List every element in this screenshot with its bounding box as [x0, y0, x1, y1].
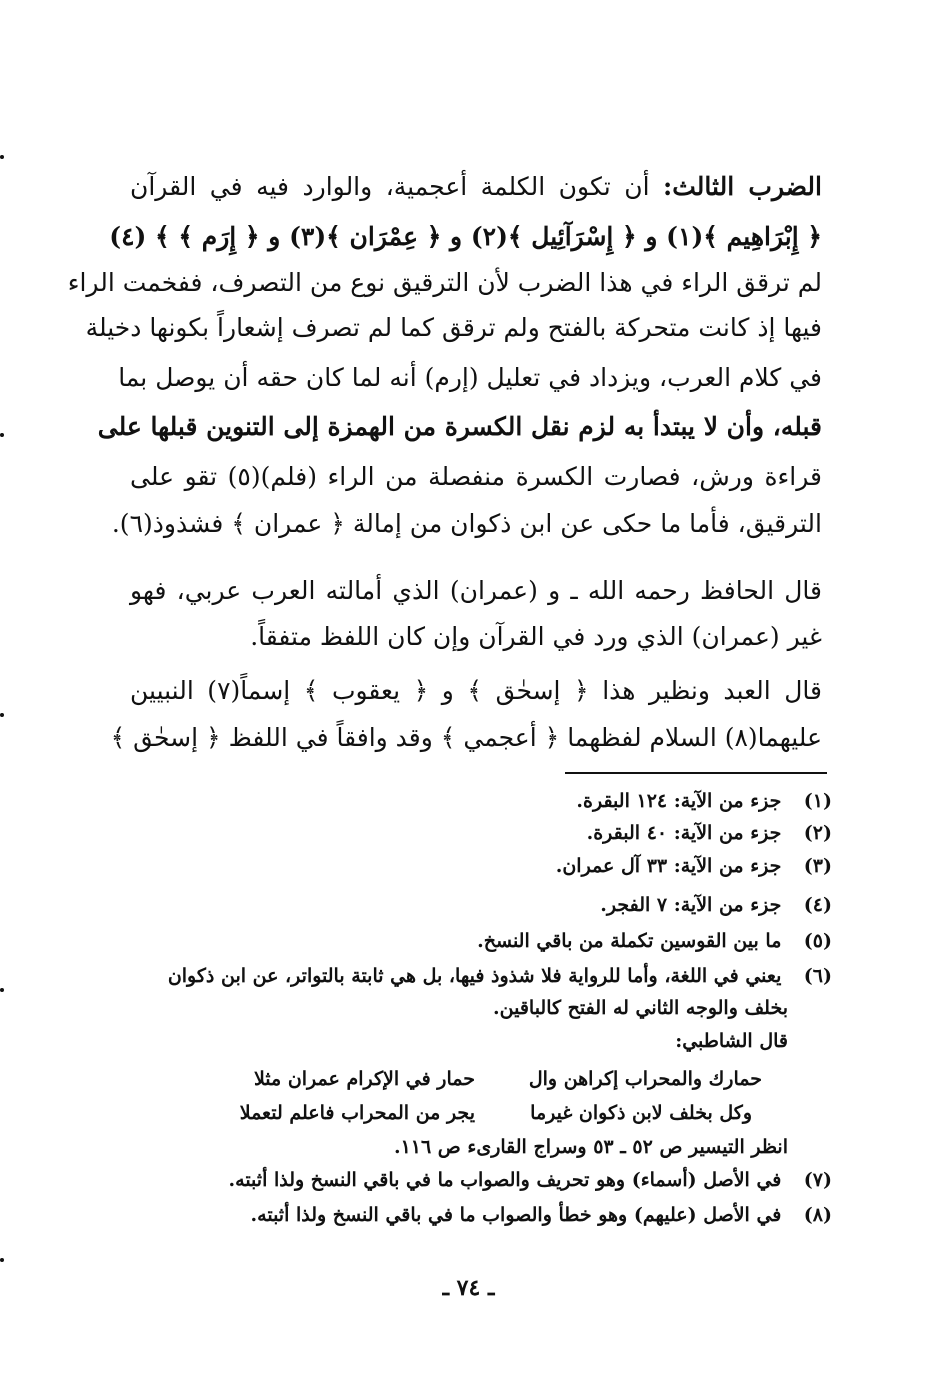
body-line-5: في كلام العرب، ويزداد في تعليل (إرم) أنه لما كان حقه أن يوصل بما: [118, 363, 822, 392]
footnote-4-number: (٤): [803, 894, 832, 916]
body-line-8: الترقيق، فأما ما حكى عن ابن ذكوان من إمالة ﴿ عمران ﴾ فشذوذ(٦).: [111, 509, 822, 538]
verse-2-right: وكل بخلف لابن ذكوان غيرما: [530, 1102, 752, 1124]
body-line-3: لم ترقق الراء في هذا الضرب لأن الترقيق نوع من التصرف، ففخمت الراء: [67, 268, 822, 297]
section-heading: الضرب الثالث:: [663, 172, 822, 201]
footnote-2-number: (٢): [803, 822, 832, 844]
page-number: ـ ٧٤ ـ: [442, 1275, 495, 1301]
footnote-4: [150, 892, 832, 918]
scan-mark: [0, 1258, 4, 1262]
footnote-8: [150, 1202, 832, 1228]
footnote-1-text: جزء من الآية: ١٢٤ البقرة.: [576, 790, 782, 812]
footnote-6-line-2: بخلف والوجه الثاني له الفتح كالباقين.: [493, 997, 788, 1019]
body-line-1: [130, 172, 822, 202]
footnote-6: [150, 963, 832, 989]
footnote-4-text: جزء من الآية: ٧ الفجر.: [600, 894, 782, 916]
scan-mark: [0, 155, 4, 159]
verse-2-left: يجر من المحراب فاعلم لتعملا: [239, 1102, 475, 1124]
body-line-2: ﴿ إِبْرَاهِيم ﴾(١) و ﴿ إِسْرَآئِيل ﴾(٢) و ﴿ عِمْرَان ﴾(٣) و ﴿ إِرَم ﴾ ﴾ (٤): [109, 222, 822, 251]
scan-mark: [0, 988, 4, 992]
footnote-3: [150, 853, 832, 879]
verse-1-right: حمارك والمحراب إكراهن وال: [528, 1068, 762, 1090]
footnote-5: [150, 928, 832, 954]
body-line-12: عليهما(٨) السلام لفظهما ﴿ أعجمي ﴾ وقد وافقاً في اللفظ ﴿ إسحٰق ﴾: [110, 723, 822, 752]
body-line-1-text: أن تكون الكلمة أعجمية، والوارد فيه في القرآن: [130, 172, 664, 201]
footnote-5-text: ما بين القوسين تكملة من باقي النسخ.: [477, 930, 782, 952]
scan-mark: [0, 713, 4, 717]
footnote-6-line-3: قال الشاطبي:: [675, 1030, 788, 1052]
footnote-3-number: (٣): [803, 855, 832, 877]
footnote-separator: [565, 772, 827, 774]
footnote-8-text: في الأصل (عليهم) وهو خطأ والصواب ما في باقي النسخ ولذا أثبته.: [250, 1204, 782, 1226]
body-line-9: قال الحافظ رحمه الله ـ و (عمران) الذي أمالته العرب عربي، فهو: [130, 576, 822, 605]
footnote-6-number: (٦): [803, 965, 832, 987]
scan-mark: [0, 433, 4, 437]
body-line-11: قال العبد ونظير هذا ﴿ إسحٰق ﴾ و ﴿ يعقوب ﴾ إسماً(٧) النبيين: [130, 676, 822, 705]
footnote-8-number: (٨): [803, 1204, 832, 1226]
footnote-3-text: جزء من الآية: ٣٣ آل عمران.: [555, 855, 782, 877]
verse-1-left: حمار في الإكرام عمران مثلا: [253, 1068, 475, 1090]
footnote-2-text: جزء من الآية: ٤٠ البقرة.: [586, 822, 782, 844]
footnote-6-text: يعني في اللغة، وأما للرواية فلا شذوذ فيها، بل هي ثابتة بالتواتر، عن ابن ذكوان: [167, 965, 782, 987]
footnote-2: [150, 820, 832, 846]
footnote-7: [150, 1167, 832, 1193]
footnote-1: [150, 788, 832, 814]
footnote-7-number: (٧): [803, 1169, 832, 1191]
body-line-10: غير (عمران) الذي ورد في القرآن وإن كان اللفظ متفقاً.: [250, 622, 822, 651]
footnote-7-text: في الأصل (أسماء) وهو تحريف والصواب ما في باقي النسخ ولذا أثبته.: [228, 1169, 782, 1191]
body-line-4: فيها إذ كانت متحركة بالفتح ولم ترقق كما لم تصرف إشعاراً بكونها دخيلة: [85, 313, 822, 342]
footnote-1-number: (١): [803, 790, 832, 812]
body-line-7: قراءة ورش، فصارت الكسرة منفصلة من الراء (فلم)(٥) تقو على: [130, 462, 822, 491]
footnote-5-number: (٥): [803, 930, 832, 952]
footnote-6-source: انظر التيسير ص ٥٢ ـ ٥٣ وسراج القارىء ص ١١٦.: [393, 1136, 788, 1158]
body-line-6: قبله، وأن لا يبتدأ به لزم نقل الكسرة من الهمزة إلى التنوين قبلها على: [97, 412, 822, 441]
